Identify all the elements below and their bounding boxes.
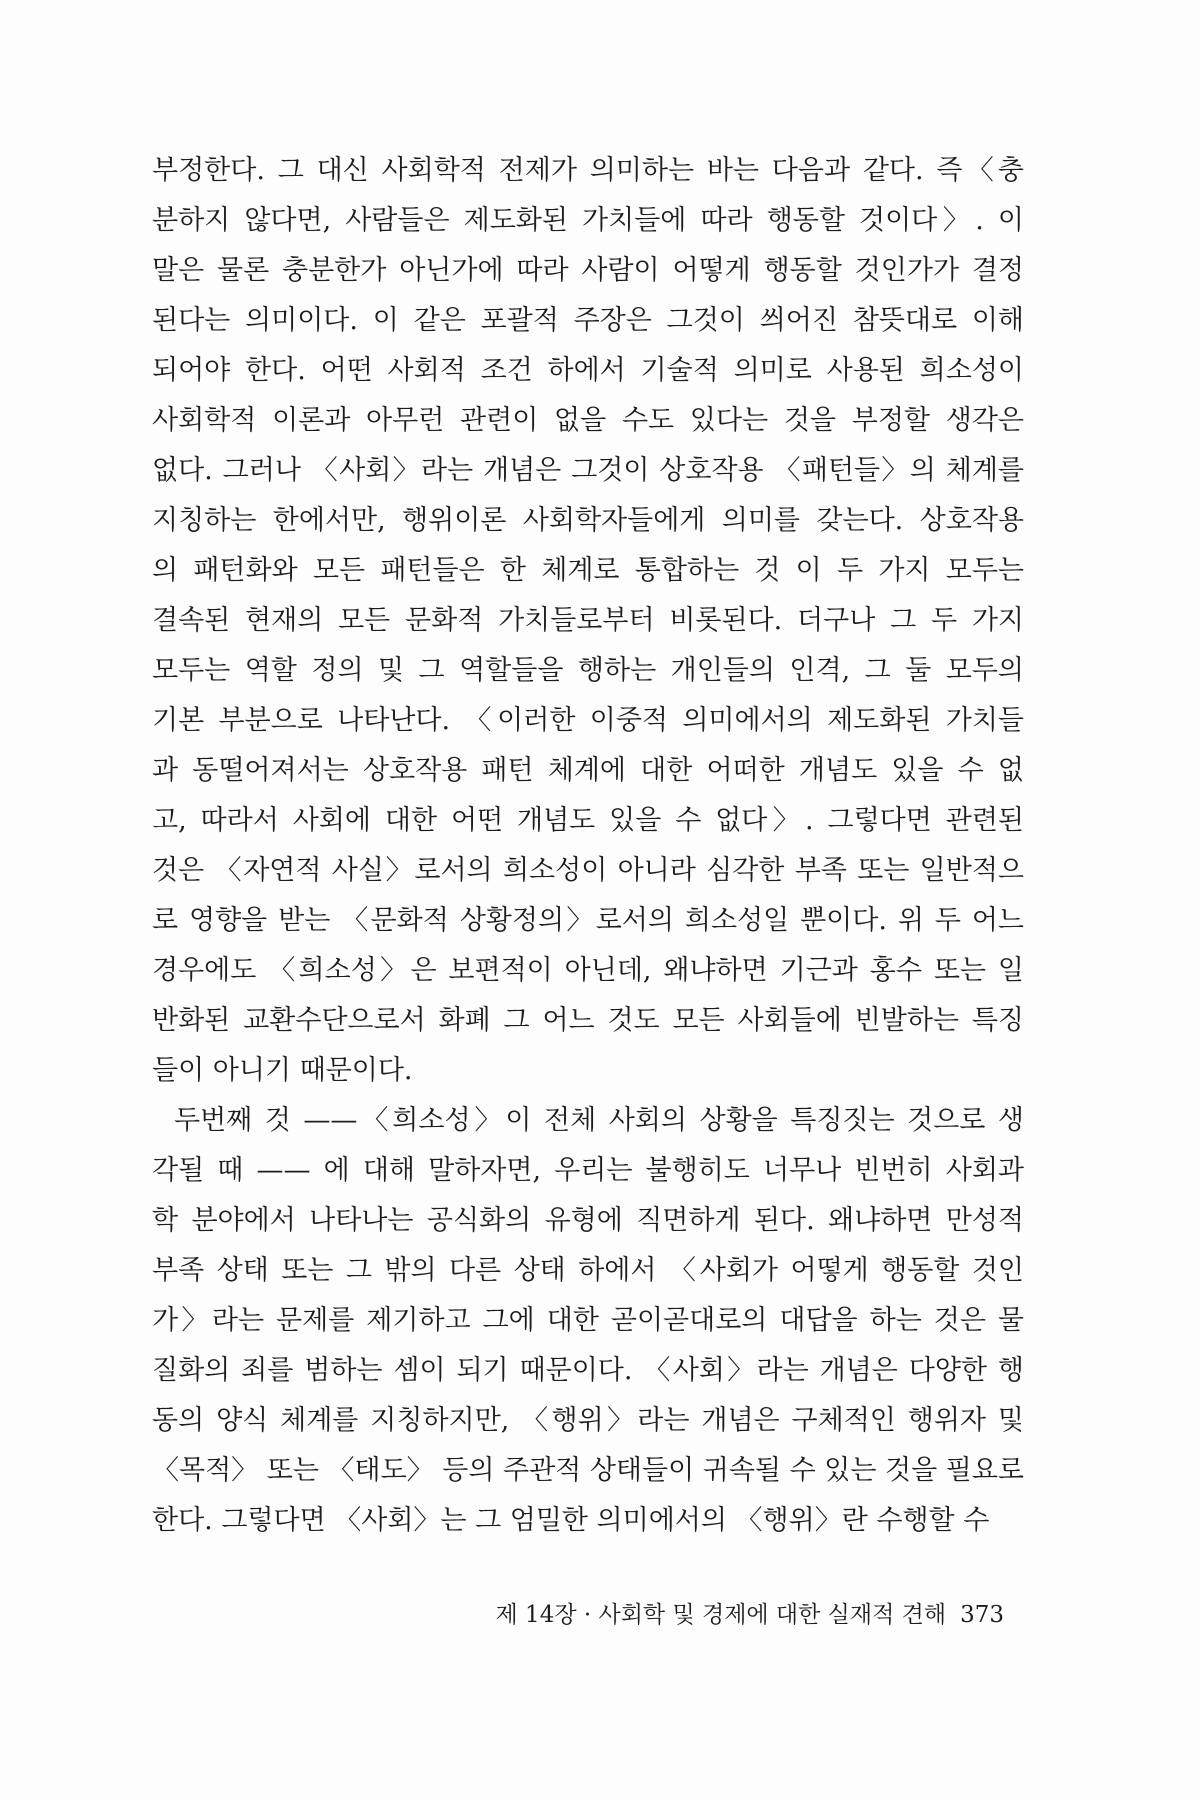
- text-line: 〈목적〉 또는 〈태도〉 등의 주관적 상태들이 귀속될 수 있는 것을 필요로: [152, 1455, 1024, 1486]
- text-line: 고, 따라서 사회에 대한 어떤 개념도 있을 수 없다〉. 그렇다면 관련된: [152, 805, 1024, 836]
- text-line: 학 분야에서 나타나는 공식화의 유형에 직면하게 된다. 왜냐하면 만성적: [152, 1205, 1024, 1236]
- text-line: 의 패턴화와 모든 패턴들은 한 체계로 통합하는 것 이 두 가지 모두는: [152, 555, 1024, 586]
- text-line: 질화의 죄를 범하는 셈이 되기 때문이다. 〈사회〉라는 개념은 다양한 행: [152, 1355, 1024, 1386]
- text-line: 들이 아니기 때문이다.: [152, 1055, 413, 1086]
- text-line: 한다. 그렇다면 〈사회〉는 그 엄밀한 의미에서의 〈행위〉란 수행할 수: [152, 1505, 990, 1536]
- text-line: 과 동떨어져서는 상호작용 패턴 체계에 대한 어떠한 개념도 있을 수 없: [152, 755, 1024, 786]
- text-line: 결속된 현재의 모든 문화적 가치들로부터 비롯된다. 더구나 그 두 가지: [152, 605, 1024, 636]
- running-head: 제 14장 · 사회학 및 경제에 대한 실재적 견해: [495, 1602, 947, 1628]
- text-line: 되어야 한다. 어떤 사회적 조건 하에서 기술적 의미로 사용된 희소성이: [152, 355, 1024, 386]
- text-line: 분하지 않다면, 사람들은 제도화된 가치들에 따라 행동할 것이다〉. 이: [152, 205, 1024, 236]
- text-line: 부족 상태 또는 그 밖의 다른 상태 하에서 〈사회가 어떻게 행동할 것인: [152, 1255, 1024, 1286]
- text-line: 사회학적 이론과 아무런 관련이 없을 수도 있다는 것을 부정할 생각은: [152, 405, 1024, 436]
- text-line: 반화된 교환수단으로서 화폐 그 어느 것도 모든 사회들에 빈발하는 특징: [152, 1005, 1024, 1036]
- text-line: 두번째 것 ——〈희소성〉이 전체 사회의 상황을 특징짓는 것으로 생: [174, 1105, 1024, 1136]
- body-text: [152, 146, 1024, 1546]
- text-line: 모두는 역할 정의 및 그 역할들을 행하는 개인들의 인격, 그 둘 모두의: [152, 655, 1024, 686]
- text-line: 부정한다. 그 대신 사회학적 전제가 의미하는 바는 다음과 같다. 즉〈충: [152, 155, 1024, 186]
- text-line: 경우에도 〈희소성〉은 보편적이 아닌데, 왜냐하면 기근과 홍수 또는 일: [152, 955, 1024, 986]
- page-number: 373: [960, 1602, 1004, 1628]
- text-line: 가〉라는 문제를 제기하고 그에 대한 곧이곧대로의 대답을 하는 것은 물: [152, 1305, 1024, 1336]
- text-line: 동의 양식 체계를 지칭하지만, 〈행위〉라는 개념은 구체적인 행위자 및: [152, 1405, 1024, 1436]
- text-line: 각될 때 —— 에 대해 말하자면, 우리는 불행히도 너무나 빈번히 사회과: [152, 1155, 1024, 1186]
- paragraph: [152, 146, 1024, 1096]
- text-line: 것은 〈자연적 사실〉로서의 희소성이 아니라 심각한 부족 또는 일반적으: [152, 855, 1024, 886]
- text-line: 말은 물론 충분한가 아닌가에 따라 사람이 어떻게 행동할 것인가가 결정: [152, 255, 1024, 286]
- text-line: 기본 부분으로 나타난다. 〈이러한 이중적 의미에서의 제도화된 가치들: [152, 705, 1024, 736]
- paragraph: [152, 1096, 1024, 1546]
- page-footer: [496, 1596, 1004, 1629]
- text-line: 로 영향을 받는 〈문화적 상황정의〉로서의 희소성일 뿐이다. 위 두 어느: [152, 905, 1024, 936]
- text-line: 된다는 의미이다. 이 같은 포괄적 주장은 그것이 씌어진 참뜻대로 이해: [152, 305, 1024, 336]
- text-line: 없다. 그러나 〈사회〉라는 개념은 그것이 상호작용 〈패턴들〉의 체계를: [152, 455, 1024, 486]
- text-line: 지칭하는 한에서만, 행위이론 사회학자들에게 의미를 갖는다. 상호작용: [152, 505, 1024, 536]
